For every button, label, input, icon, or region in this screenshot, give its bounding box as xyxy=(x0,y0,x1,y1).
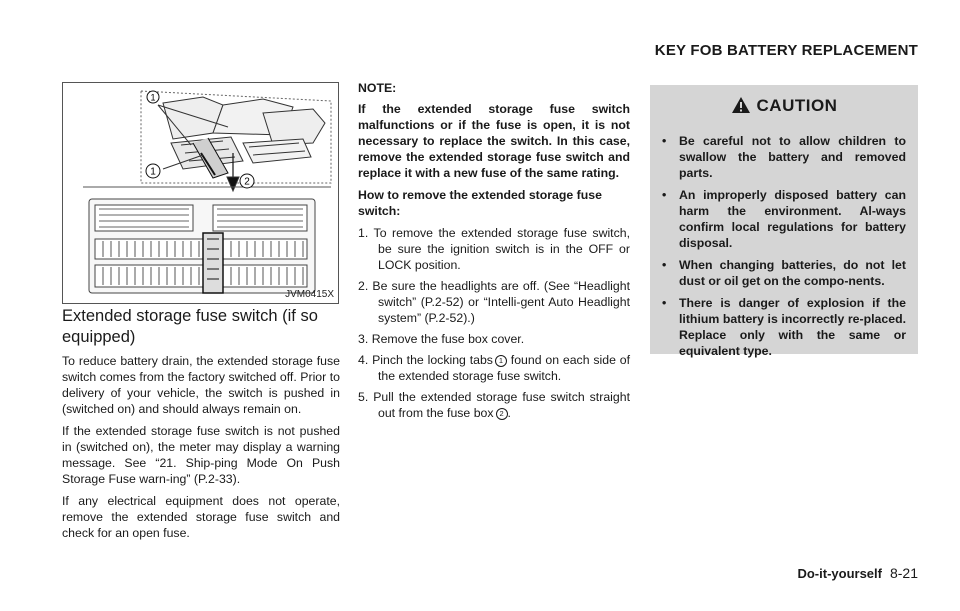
callout-1-bottom xyxy=(146,164,160,178)
fuse-box-drawing xyxy=(63,83,338,303)
caution-item-text: An improperly disposed battery can harm the environment. Al-ways confirm local regulations for battery disposal. xyxy=(679,188,906,250)
note-label: NOTE: xyxy=(358,81,397,95)
step-2-number: 2. xyxy=(358,279,369,293)
step-3-number: 3. xyxy=(358,332,369,346)
middle-column xyxy=(358,80,630,426)
caution-box xyxy=(650,85,918,358)
step-4-text-after: found on each side of the extended storage fuse switch. xyxy=(378,353,631,383)
step-1 xyxy=(358,225,630,273)
step-5-text-after: . xyxy=(507,406,511,420)
step-3-text: Remove the fuse box cover. xyxy=(371,332,525,346)
step-3 xyxy=(358,331,630,347)
bullet: • xyxy=(662,258,667,272)
caution-header xyxy=(650,95,918,117)
step-4-number: 4. xyxy=(358,353,369,367)
removal-steps xyxy=(358,225,630,421)
fuse-box-illustration xyxy=(62,82,339,304)
section-title: KEY FOB BATTERY REPLACEMENT xyxy=(654,42,918,59)
page-number: 8-21 xyxy=(889,565,918,581)
caution-item xyxy=(660,295,906,359)
caution-item xyxy=(660,133,906,181)
howto-heading: How to remove the extended storage fuse switch: xyxy=(358,188,602,218)
bullet: • xyxy=(662,296,667,310)
step-5-number: 5. xyxy=(358,390,369,404)
callout-1-top-label: 1 xyxy=(150,92,156,103)
caution-item-text: There is danger of explosion if the lithium battery is incorrectly re-placed. Replace only with the same or equivalent type. xyxy=(679,296,906,358)
callout-2 xyxy=(240,174,254,188)
step-4 xyxy=(358,352,630,384)
step-1-text: To remove the extended storage fuse switch, be sure the ignition switch is in the OFF or LOCK position. xyxy=(373,226,630,272)
page-footer xyxy=(797,565,918,581)
step-2-text: Be sure the headlights are off. (See “Headlight switch” (P.2-52) or “Intelli-gent Auto Headlight system” (P.2-52).) xyxy=(372,279,630,325)
bullet: • xyxy=(662,134,667,148)
figure-code: JVM0415X xyxy=(285,289,334,300)
paragraph-1: To reduce battery drain, the extended storage fuse switch comes from the factory switched off. Prior to delivery of your vehicle, the switch is pushed in (switched on) and should always remain on. xyxy=(62,354,340,416)
caution-item xyxy=(660,257,906,289)
left-column xyxy=(62,306,340,547)
paragraph-2: If the extended storage fuse switch is not pushed in (switched on), the meter may display a warning message. See “21. Ship-ping Mode On Push Storage Fuse warn-ing” (P.2-33). xyxy=(62,424,340,486)
callout-marker-1: 1 xyxy=(495,355,507,367)
callout-1-bottom-label: 1 xyxy=(150,166,156,178)
callout-marker-2: 2 xyxy=(496,408,508,420)
step-5 xyxy=(358,389,630,421)
step-1-number: 1. xyxy=(358,226,369,240)
caution-item-text: Be careful not to allow children to swallow the battery and removed parts. xyxy=(679,134,906,180)
step-2 xyxy=(358,278,630,326)
step-4-text-before: Pinch the locking tabs xyxy=(372,353,493,367)
caution-title: CAUTION xyxy=(756,96,838,115)
caution-list xyxy=(650,133,918,359)
caution-item xyxy=(660,187,906,251)
callout-2-label: 2 xyxy=(244,176,250,188)
caution-item-text: When changing batteries, do not let dust or oil get on the compo-nents. xyxy=(679,258,906,288)
paragraph-3: If any electrical equipment does not operate, remove the extended storage fuse switch and check for an open fuse. xyxy=(62,494,340,540)
bullet: • xyxy=(662,188,667,202)
callout-1-top xyxy=(147,91,159,103)
chapter-name: Do-it-yourself xyxy=(797,566,882,581)
step-5-text-before: Pull the extended storage fuse switch straight out from the fuse box xyxy=(373,390,630,420)
extended-storage-heading: Extended storage fuse switch (if so equipped) xyxy=(62,307,318,346)
warning-triangle-icon xyxy=(731,96,751,114)
note-text: If the extended storage fuse switch malfunctions or if the fuse is open, it is not necessary to replace the switch. In this case, remove the extended storage fuse switch and replace it with a new fuse of the same rating. xyxy=(358,102,630,180)
